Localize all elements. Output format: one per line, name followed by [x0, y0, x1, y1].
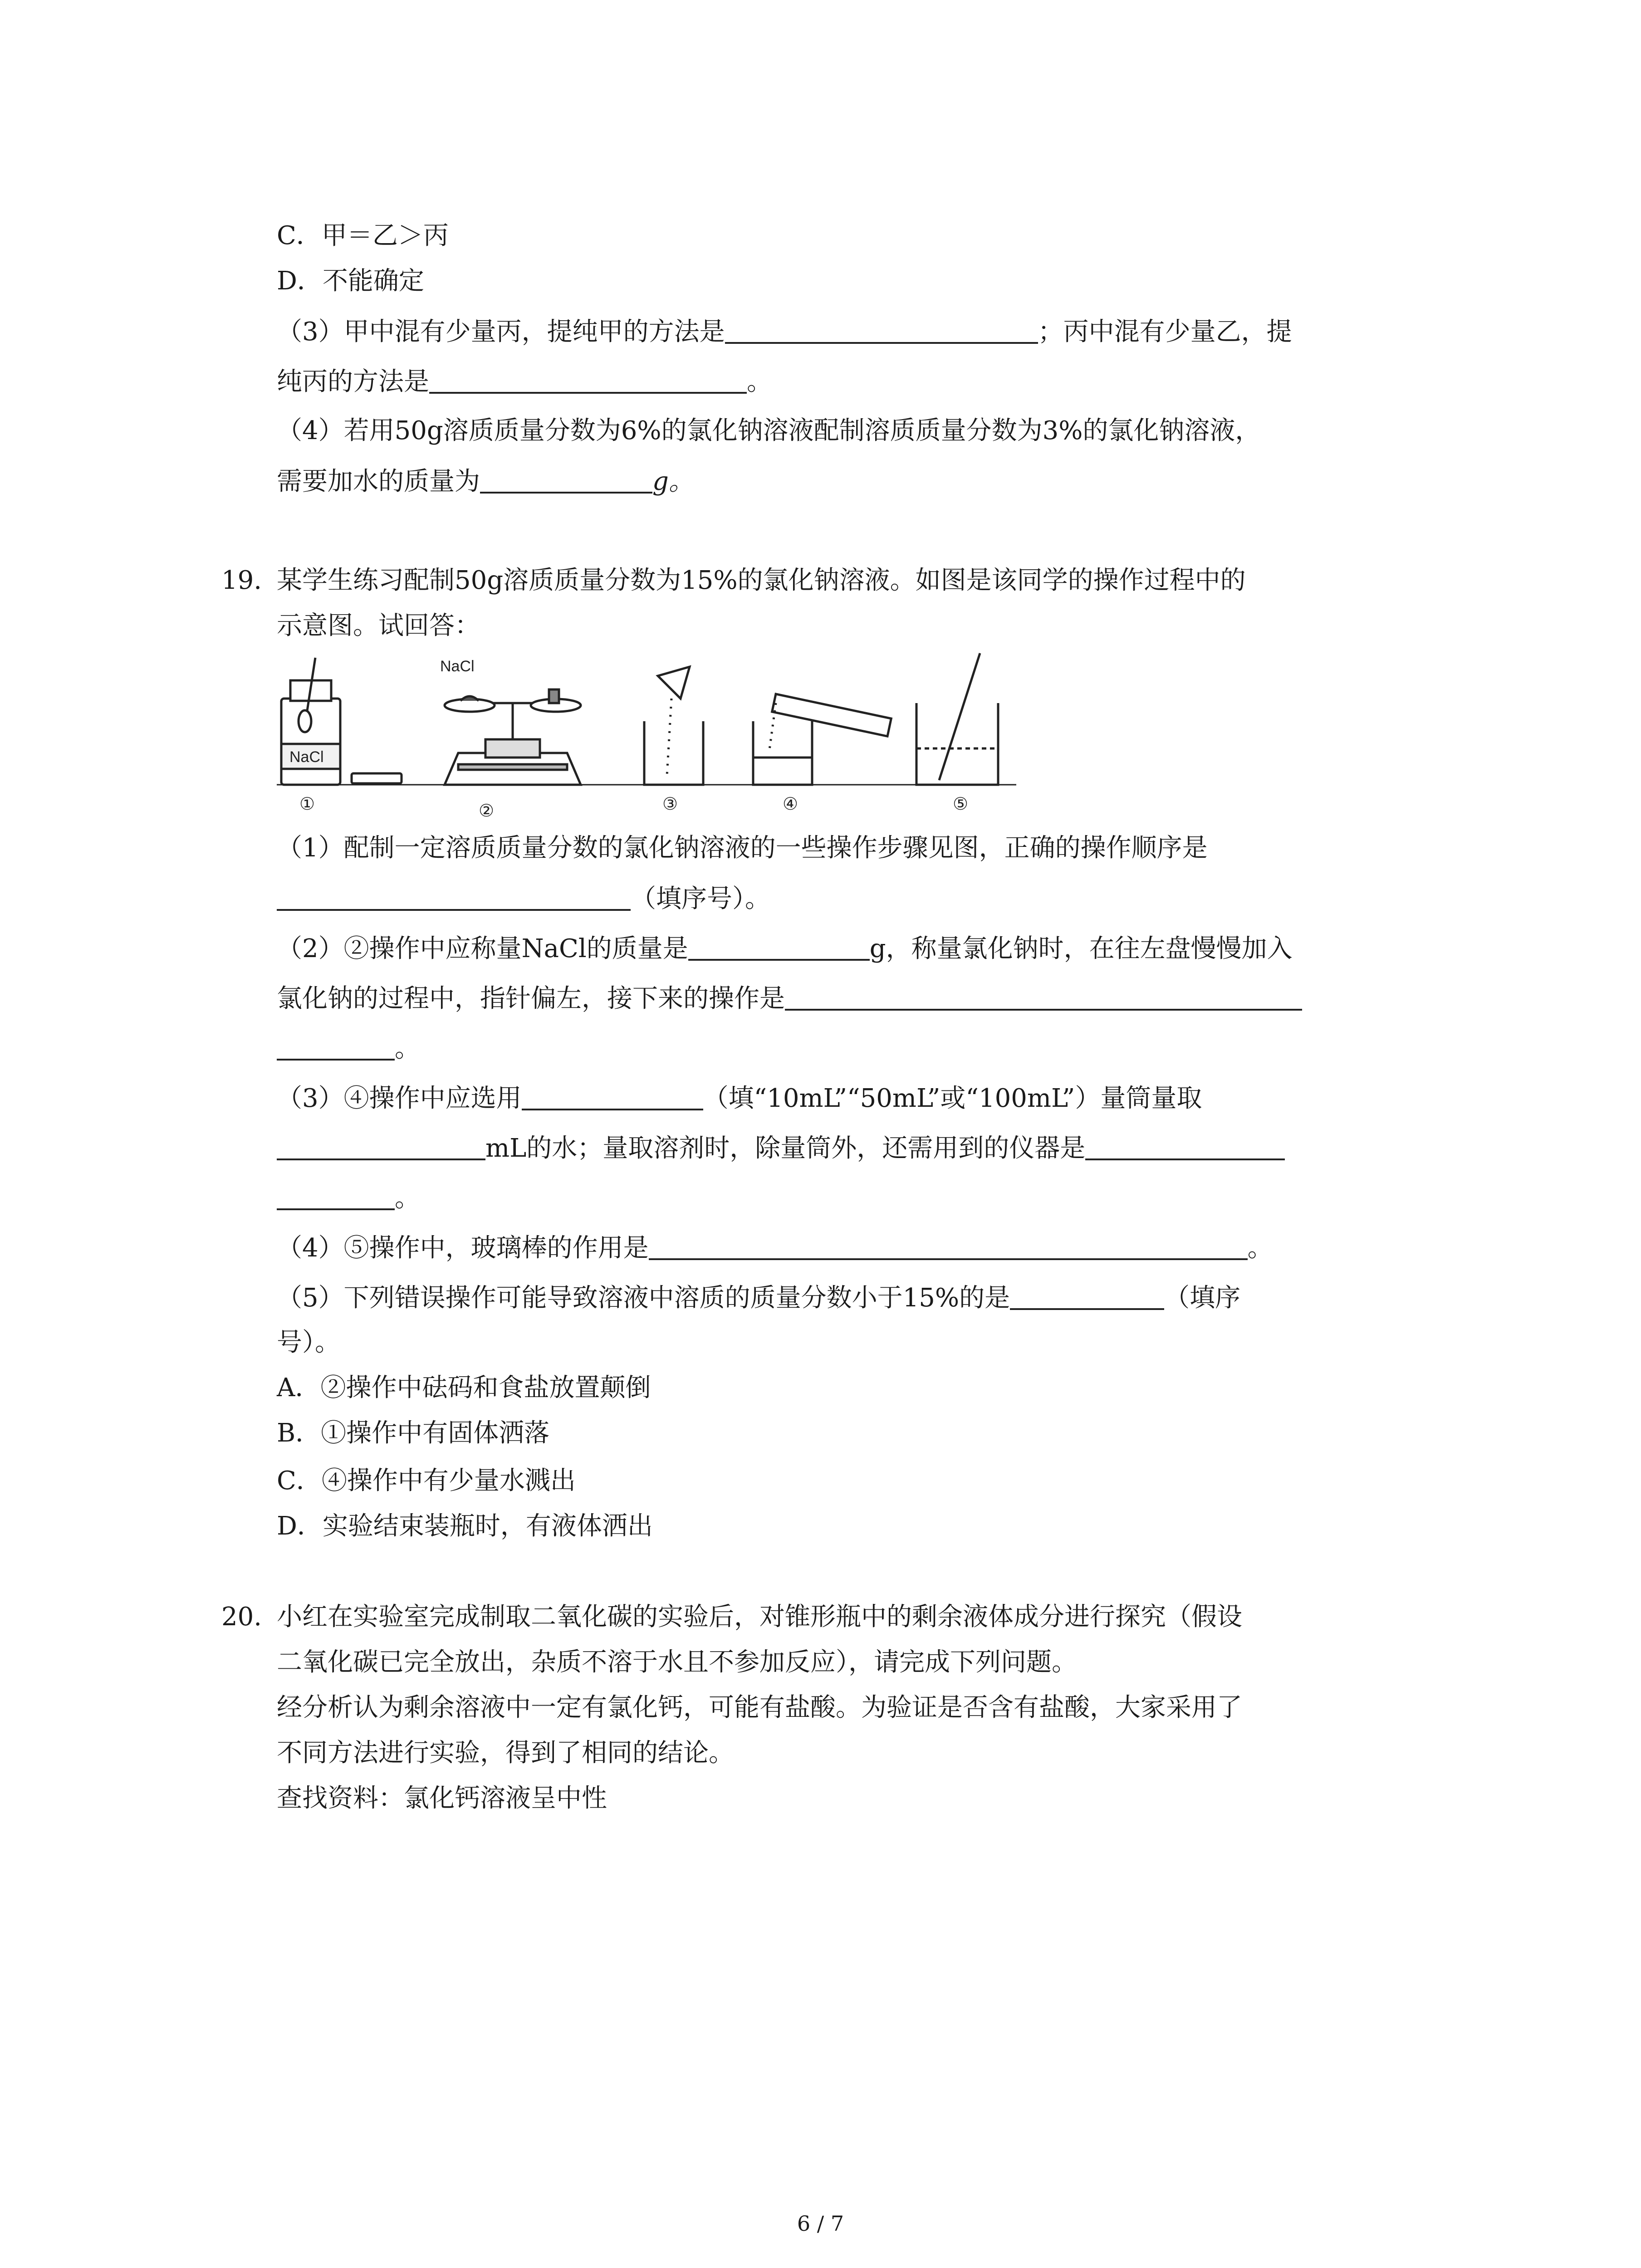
beaker-pour-icon [644, 667, 703, 785]
q20-number: 20. [221, 1602, 262, 1632]
q19-part3-line3 [277, 1179, 420, 1217]
lab-operations-figure [272, 649, 1034, 826]
text-segment: （填序号）。 [631, 884, 770, 914]
answer-blank[interactable] [277, 1129, 485, 1160]
answer-blank[interactable] [480, 463, 652, 494]
reagent-bottle-icon [281, 658, 402, 785]
unit-text: g。 [652, 467, 694, 496]
answer-blank[interactable] [649, 1229, 1248, 1260]
text-segment: （3）甲中混有少量丙，提纯甲的方法是 [277, 317, 725, 347]
q19-stem-line2: 示意图。试回答： [277, 611, 480, 640]
q20-line2: 二氧化碳已完全放出，杂质不溶于水且不参加反应），请完成下列问题。 [277, 1647, 1077, 1677]
text-segment: （3）④操作中应选用 [277, 1084, 522, 1113]
q19-option-c: C．④操作中有少量水溅出 [277, 1466, 576, 1496]
figure-step-label: ① [299, 794, 315, 814]
q19-part3-line2 [277, 1129, 1285, 1167]
q19-part1-line1: （1）配制一定溶质质量分数的氯化钠溶液的一些操作步骤见图，正确的操作顺序是 [277, 833, 1208, 863]
text-segment: 氯化钠的过程中，指针偏左，接下来的操作是 [277, 984, 785, 1013]
q18-part4-line2 [277, 463, 694, 500]
balance-scale-icon [445, 689, 581, 785]
text-segment: （2）②操作中应称量NaCl的质量是 [277, 934, 688, 963]
text-segment: （4）⑤操作中，玻璃棒的作用是 [277, 1233, 649, 1263]
figure-step-label: ④ [783, 794, 798, 814]
text-segment: mL的水；量取溶剂时，除量筒外，还需用到的仪器是 [485, 1134, 1086, 1163]
q20-line3: 经分析认为剩余溶液中一定有氯化钙，可能有盐酸。为验证是否含有盐酸，大家采用了 [277, 1693, 1242, 1722]
text-segment: 。 [395, 1183, 420, 1213]
cylinder-pour-icon [753, 694, 891, 785]
text-segment: ；丙中混有少量乙，提 [1038, 317, 1292, 347]
q19-stem-line1: 某学生练习配制50g溶质质量分数为15%的氯化钠溶液。如图是该同学的操作过程中的 [277, 566, 1246, 595]
q19-option-d: D．实验结束装瓶时，有液体洒出 [277, 1511, 653, 1541]
q19-part4 [277, 1229, 1273, 1266]
q20-line4: 不同方法进行实验，得到了相同的结论。 [277, 1738, 734, 1768]
answer-blank[interactable] [688, 930, 870, 961]
answer-blank[interactable] [1010, 1279, 1164, 1310]
q18-option-d: D．不能确定 [277, 266, 424, 296]
text-segment: 。 [747, 367, 772, 396]
q18-part4-line1: （4）若用50g溶质质量分数为6%的氯化钠溶液配制溶质质量分数为3%的氯化钠溶液， [277, 416, 1261, 445]
answer-blank[interactable] [1085, 1129, 1285, 1160]
text-segment: （填“10mL”“50mL”或“100mL”）量筒量取 [703, 1084, 1202, 1113]
answer-blank[interactable] [725, 313, 1038, 344]
q18-part3-line1 [277, 313, 1292, 350]
text-segment: 。 [395, 1034, 420, 1063]
text-segment: 。 [1247, 1233, 1273, 1263]
answer-blank[interactable] [785, 980, 1302, 1011]
q19-part5-line2: 号）。 [277, 1328, 340, 1357]
q19-part2-line2 [277, 980, 1302, 1017]
answer-blank[interactable] [277, 1030, 395, 1061]
answer-blank[interactable] [277, 1179, 395, 1210]
answer-blank[interactable] [429, 363, 747, 394]
text-segment: 需要加水的质量为 [277, 467, 480, 496]
answer-blank[interactable] [277, 880, 631, 911]
stirring-beaker-icon [916, 653, 998, 785]
reagent-label: NaCl [289, 748, 324, 766]
q20-line1: 小红在实验室完成制取二氧化碳的实验后，对锥形瓶中的剩余液体成分进行探究（假设 [277, 1602, 1242, 1632]
q19-option-a: A．②操作中砝码和食盐放置颠倒 [277, 1373, 651, 1403]
q19-option-b: B．①操作中有固体洒落 [277, 1418, 550, 1448]
reagent-label: NaCl [440, 658, 475, 675]
text-segment: 纯丙的方法是 [277, 367, 429, 396]
figure-step-label: ⑤ [953, 794, 969, 814]
q18-option-c: C．甲＝乙＞丙 [277, 221, 449, 250]
q19-number: 19. [221, 566, 262, 595]
text-segment: g，称量氯化钠时，在往左盘慢慢加入 [869, 934, 1293, 963]
q19-part2-line3 [277, 1030, 420, 1067]
page-number: 6 / 7 [797, 2211, 844, 2236]
q19-part1-line2 [277, 880, 770, 917]
text-segment: （填序 [1164, 1283, 1241, 1313]
q19-part3-line1 [277, 1080, 1202, 1117]
text-segment: （5）下列错误操作可能导致溶液中溶质的质量分数小于15%的是 [277, 1283, 1010, 1313]
q19-part2-line1 [277, 930, 1293, 967]
q20-line5: 查找资料：氯化钙溶液呈中性 [277, 1784, 607, 1813]
figure-step-label: ③ [662, 794, 678, 814]
q19-part5-line1 [277, 1279, 1240, 1316]
q18-part3-line2 [277, 363, 772, 400]
figure-step-label: ② [479, 801, 495, 821]
answer-blank[interactable] [522, 1080, 703, 1110]
